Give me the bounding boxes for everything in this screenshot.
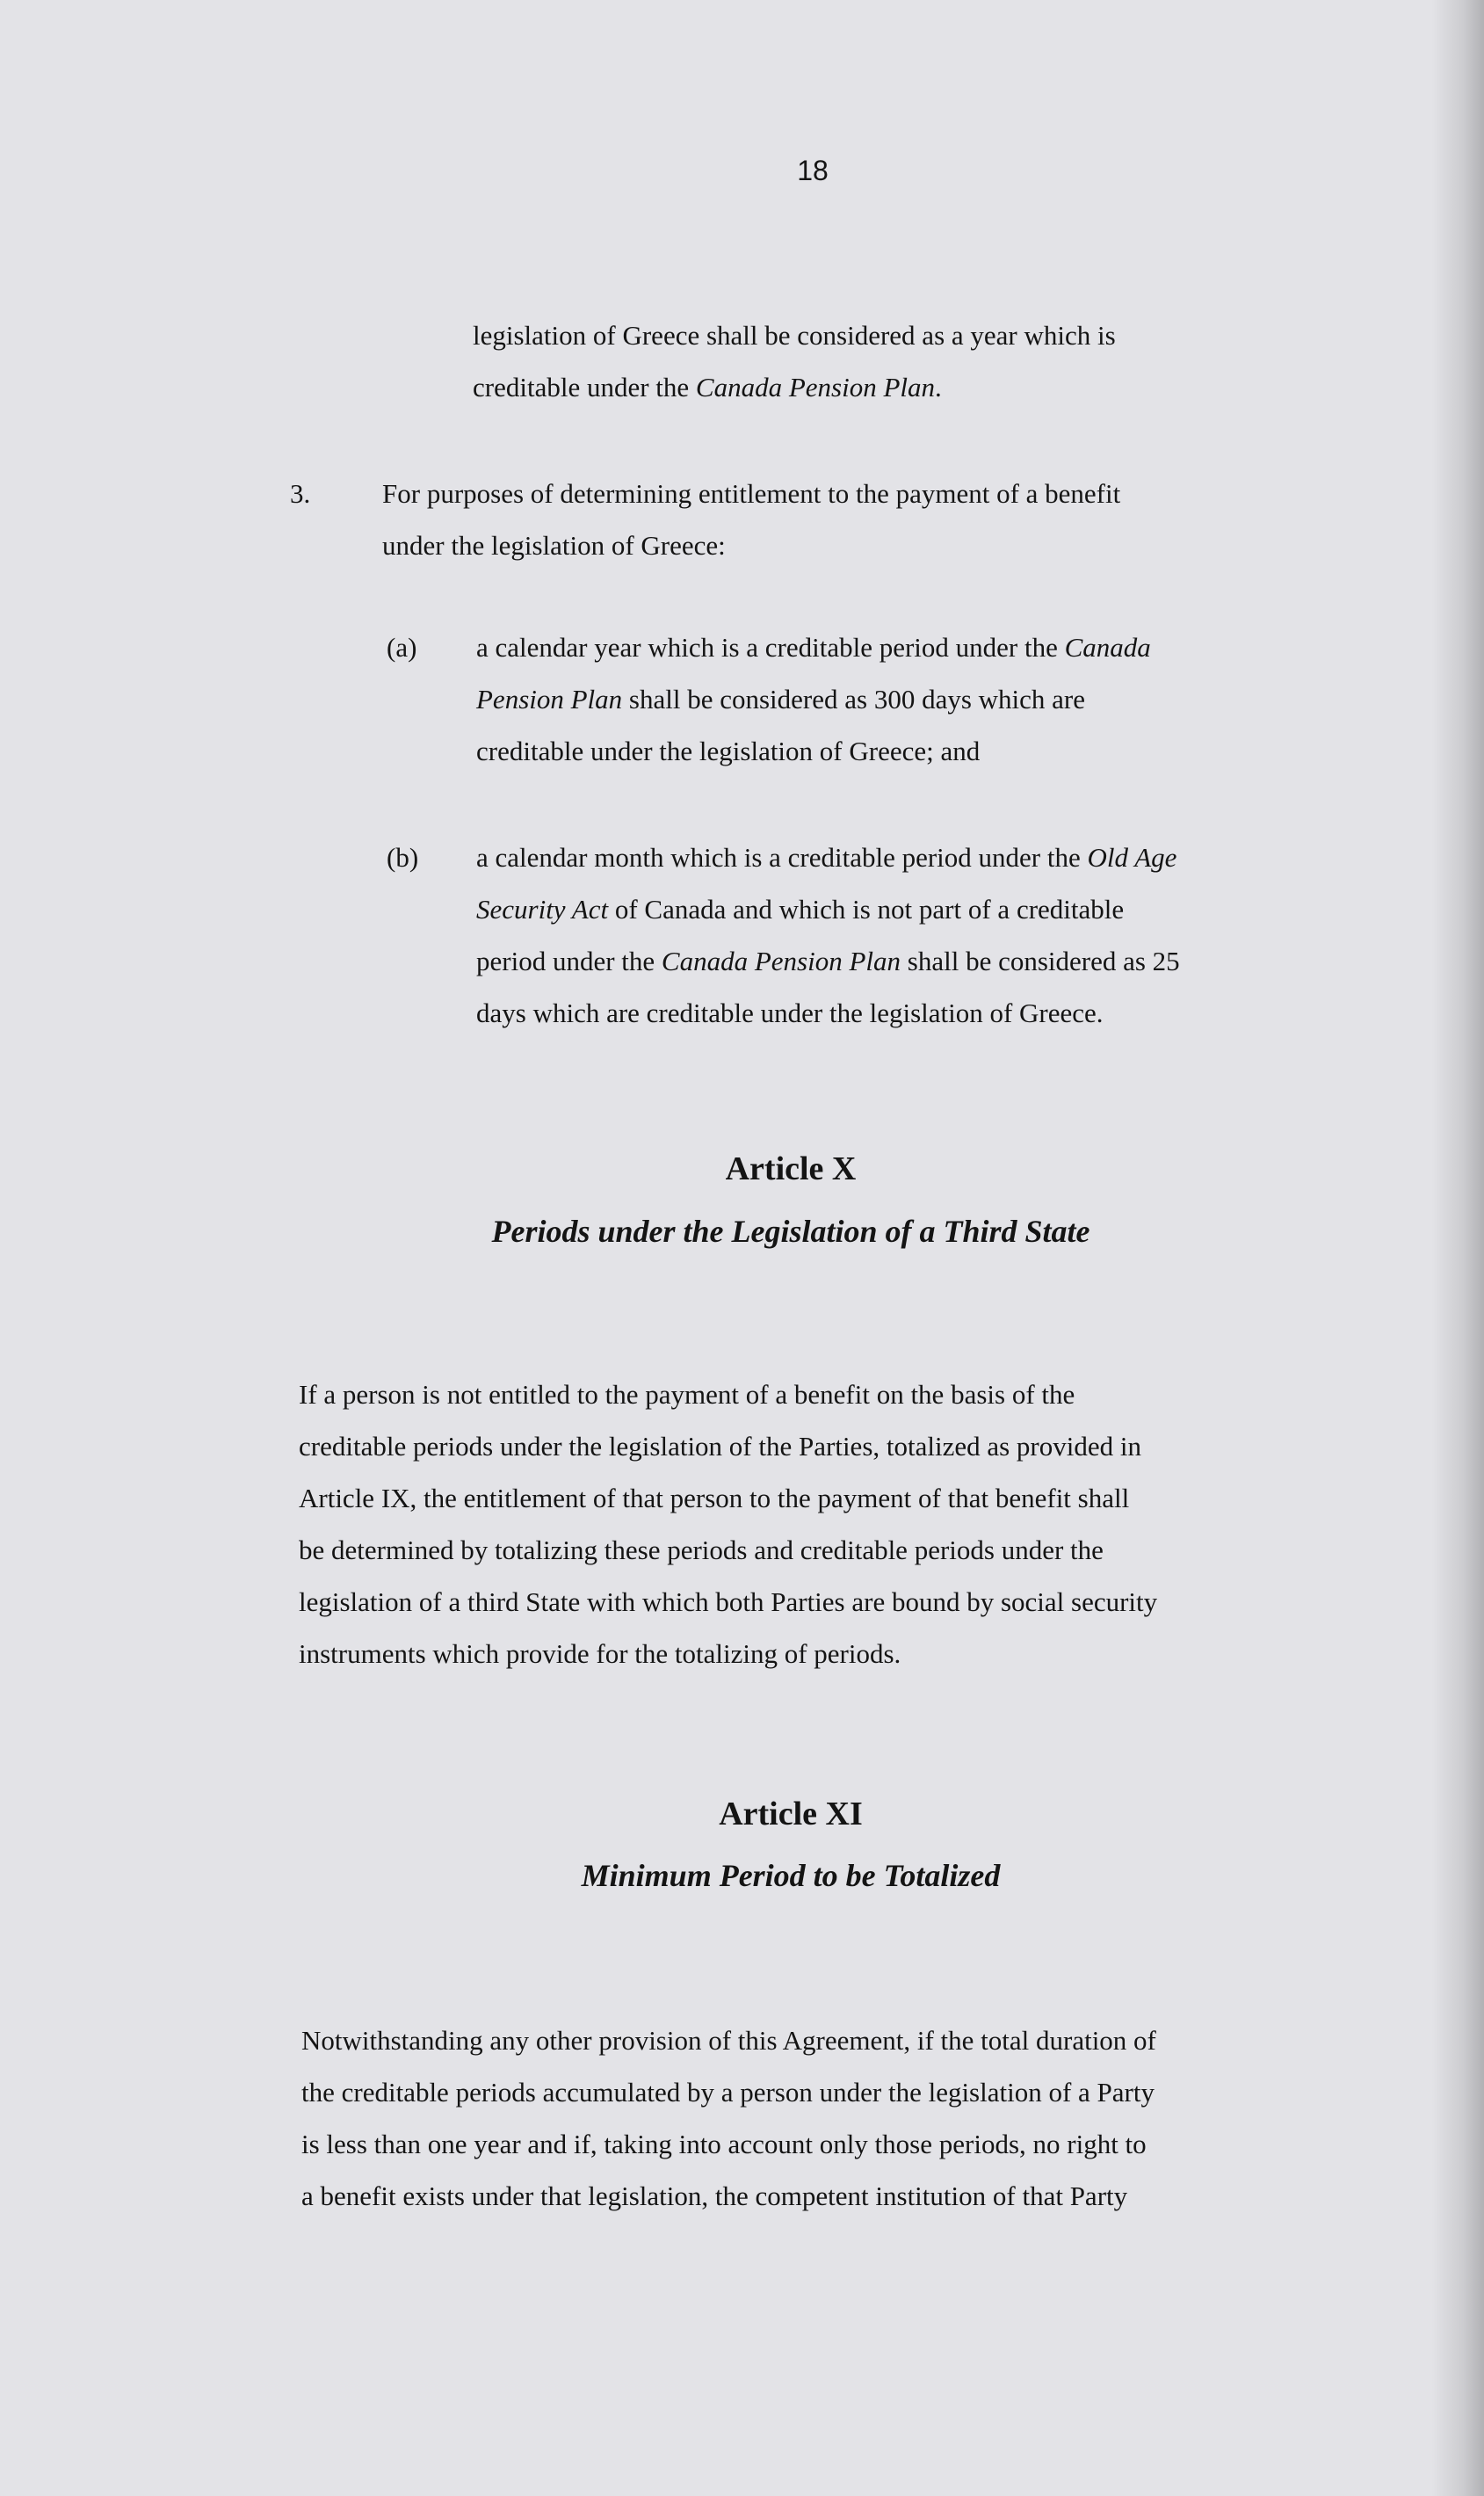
continuation-line-2: creditable under the Canada Pension Plan. xyxy=(473,372,942,403)
item-a-line-1: a calendar year which is a creditable period under the Canada xyxy=(476,632,1151,663)
item-b-line-2: Security Act of Canada and which is not part of a creditable xyxy=(476,894,1125,925)
paragraph-3-number: 3. xyxy=(290,478,311,509)
item-b-line-3: period under the Canada Pension Plan shall be considered as 25 xyxy=(476,946,1180,976)
article-x-line-5: legislation of a third State with which both Parties are bound by social security xyxy=(299,1586,1158,1617)
article-x-subtitle: Periods under the Legislation of a Third State xyxy=(491,1214,1090,1249)
item-b-label: (b) xyxy=(387,842,419,873)
article-x-line-4: be determined by totalizing these periods and creditable periods under the xyxy=(299,1535,1104,1565)
article-x-title: Article X xyxy=(725,1150,857,1187)
page-number: 18 xyxy=(797,155,829,186)
article-xi-title: Article XI xyxy=(719,1796,863,1832)
item-a-label: (a) xyxy=(387,632,417,663)
article-x-line-3: Article IX, the entitlement of that person to the payment of that benefit shall xyxy=(299,1483,1130,1513)
article-xi-line-3: is less than one year and if, taking into account only those periods, no right to xyxy=(301,2129,1147,2159)
item-a-line-3: creditable under the legislation of Greece; and xyxy=(476,736,981,766)
paragraph-3-line-1: For purposes of determining entitlement to the payment of a benefit xyxy=(382,478,1121,509)
item-b-line-4: days which are creditable under the legislation of Greece. xyxy=(476,998,1104,1028)
article-xi-line-4: a benefit exists under that legislation, the competent institution of that Party xyxy=(301,2180,1128,2211)
article-x-line-6: instruments which provide for the totalizing of periods. xyxy=(299,1638,901,1669)
continuation-line-1: legislation of Greece shall be considered as a year which is xyxy=(473,320,1116,351)
article-xi-line-1: Notwithstanding any other provision of this Agreement, if the total duration of xyxy=(301,2025,1156,2056)
article-x-line-2: creditable periods under the legislation of the Parties, totalized as provided in xyxy=(299,1431,1141,1462)
item-a-line-2: Pension Plan shall be considered as 300 days which are xyxy=(476,684,1086,715)
article-x-line-1: If a person is not entitled to the payment of a benefit on the basis of the xyxy=(299,1379,1075,1410)
item-b-line-1: a calendar month which is a creditable period under the Old Age xyxy=(476,842,1177,873)
article-xi-line-2: the creditable periods accumulated by a person under the legislation of a Party xyxy=(301,2077,1155,2108)
paragraph-3-line-2: under the legislation of Greece: xyxy=(382,530,726,561)
article-xi-subtitle: Minimum Period to be Totalized xyxy=(581,1858,1001,1893)
